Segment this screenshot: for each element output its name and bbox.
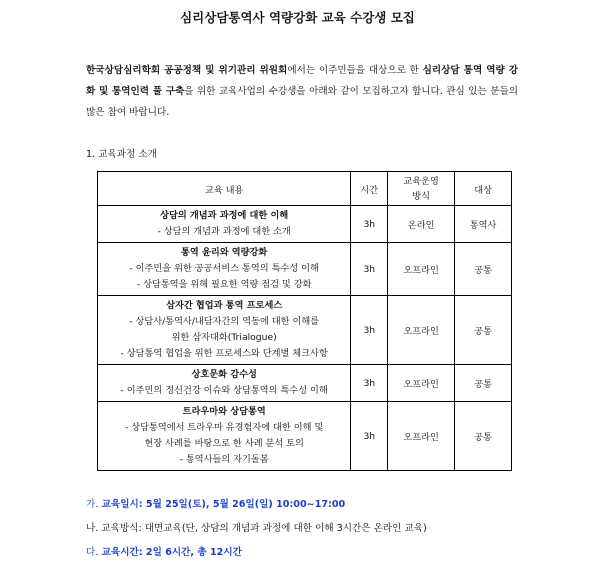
header-mode-label: 교육운영 방식: [403, 175, 439, 202]
course-detail: - 이주민의 정신건강 이슈와 상담통역의 특수성 이해: [120, 385, 328, 396]
course-detail: - 상담통역에서 트라우마 유경험자에 대한 이해 및: [124, 422, 324, 433]
info-schedule-text: 교육일시: 5월 25일(토), 5월 26일(일) 10:00~17:00: [101, 499, 346, 510]
course-mode-cell: 오프라인: [388, 365, 455, 402]
course-mode-cell: 오프라인: [388, 296, 455, 365]
course-mode-cell: 오프라인: [388, 402, 455, 471]
course-title: 상호문화 감수성: [191, 369, 257, 380]
course-detail: - 이주민을 위한 공공서비스 통역의 특수성 이해: [129, 263, 319, 274]
header-time: 시간: [351, 172, 388, 206]
course-time-cell: 3h: [351, 365, 388, 402]
table-row: [98, 365, 512, 402]
intro-text-1: 에서는 이주민들을 대상으로 한: [287, 65, 423, 76]
course-content-cell: [98, 206, 351, 243]
table-header-row: [98, 172, 512, 206]
course-time-cell: 3h: [351, 243, 388, 296]
course-target-cell: 통역사: [455, 206, 512, 243]
intro-text-2: 을 위한 교육사업의 수강생을 아래와 같이 모집하고자 합니다. 관심 있는 분들의 많은 참여 바랍니다.: [86, 86, 518, 118]
info-hours-prefix: 다.: [86, 547, 99, 558]
course-detail: 위한 삼자대화(Trialogue): [171, 332, 277, 343]
course-target-cell: 공통: [455, 243, 512, 296]
course-title: 상담의 개념과 과정에 대한 이해: [160, 210, 289, 221]
course-detail: - 상담사/통역사/내담자간의 역동에 대한 이해를: [129, 316, 320, 327]
table-row: [98, 296, 512, 365]
course-content-cell: [98, 243, 351, 296]
course-time-cell: 3h: [351, 402, 388, 471]
curriculum-table: [97, 171, 512, 471]
info-schedule-prefix: 가.: [86, 499, 99, 510]
course-target-cell: 공통: [455, 296, 512, 365]
page-title: 심리상담통역사 역량강화 교육 수강생 모집: [180, 10, 415, 25]
course-title: 트라우마와 상담통역: [182, 406, 266, 417]
info-method-prefix: 나.: [86, 523, 99, 534]
course-detail: - 상담통역을 위해 필요한 역량 점검 및 강화: [136, 279, 312, 290]
header-mode: [388, 172, 455, 206]
course-detail: 현장 사례를 바탕으로 한 사례 분석 토의: [144, 438, 304, 449]
table-row: [98, 243, 512, 296]
course-title: 삼자간 협업과 통역 프로세스: [166, 300, 283, 311]
info-hours-text: 교육시간: 2일 6시간, 총 12시간: [101, 547, 242, 558]
course-detail: - 상담의 개념과 과정에 대한 소개: [157, 226, 291, 237]
course-detail: - 상담통역 협업을 위한 프로세스와 단계별 체크사항: [120, 348, 328, 359]
section-heading: 1. 교육과정 소개: [86, 149, 157, 160]
info-hours: [86, 544, 242, 558]
course-detail: - 통역사들의 자기돌봄: [179, 454, 269, 465]
course-time-cell: 3h: [351, 296, 388, 365]
course-target-cell: 공통: [455, 402, 512, 471]
course-mode-cell: 온라인: [388, 206, 455, 243]
course-content-cell: [98, 296, 351, 365]
intro-paragraph: [86, 60, 518, 123]
info-schedule: [86, 496, 345, 510]
table-row: [98, 402, 512, 471]
course-time-cell: 3h: [351, 206, 388, 243]
course-title: 통역 윤리와 역량강화: [181, 247, 268, 258]
header-content: 교육 내용: [98, 172, 351, 206]
table-row: [98, 206, 512, 243]
course-target-cell: 공통: [455, 365, 512, 402]
info-method: [86, 520, 427, 534]
info-method-text: 교육방식: 대면교육(단, 상담의 개념과 과정에 대한 이해 3시간은 온라인 교육): [101, 523, 427, 534]
course-content-cell: [98, 365, 351, 402]
intro-highlight: 심리상담 통역 역량 강화 및 통역인력 풀 구축: [86, 65, 518, 97]
course-content-cell: [98, 402, 351, 471]
intro-org: 한국상담심리학회 공공정책 및 위기관리 위원회: [86, 65, 288, 76]
header-target: 대상: [455, 172, 512, 206]
course-mode-cell: 오프라인: [388, 243, 455, 296]
